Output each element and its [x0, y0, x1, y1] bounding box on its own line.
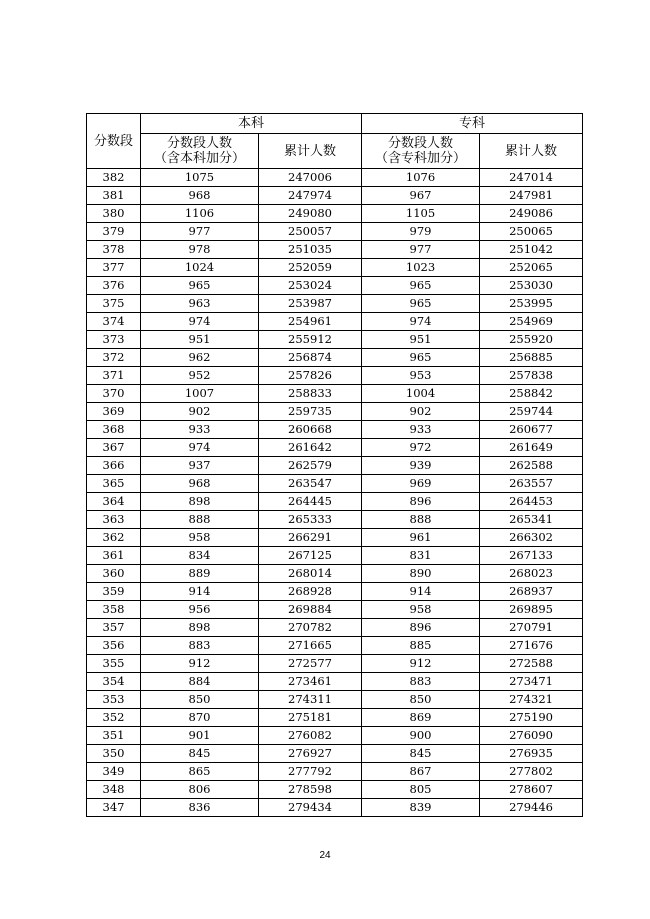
score-column-header: 分数段	[87, 114, 141, 169]
undergrad-cumulative-cell: 252059	[259, 259, 362, 277]
undergrad-count-cell: 956	[141, 601, 259, 619]
college-count-cell: 965	[362, 349, 480, 367]
undergrad-count-cell: 1024	[141, 259, 259, 277]
college-count-cell: 1105	[362, 205, 480, 223]
score-cell: 362	[87, 529, 141, 547]
score-cell: 355	[87, 655, 141, 673]
college-cumulative-cell: 269895	[480, 601, 583, 619]
undergrad-count-cell: 974	[141, 313, 259, 331]
score-cell: 366	[87, 457, 141, 475]
table-row	[87, 439, 583, 457]
undergrad-cumulative-cell: 269884	[259, 601, 362, 619]
college-cumulative-cell: 270791	[480, 619, 583, 637]
table-row	[87, 565, 583, 583]
college-count-cell: 965	[362, 277, 480, 295]
table-row	[87, 691, 583, 709]
undergrad-group-header: 本科	[141, 114, 362, 134]
college-cumulative-cell: 274321	[480, 691, 583, 709]
college-count-cell: 953	[362, 367, 480, 385]
undergrad-count-cell: 889	[141, 565, 259, 583]
undergrad-count-cell: 912	[141, 655, 259, 673]
undergrad-cumulative-cell: 266291	[259, 529, 362, 547]
college-cumulative-cell: 253995	[480, 295, 583, 313]
undergrad-cumulative-cell: 279434	[259, 799, 362, 817]
undergrad-count-cell: 836	[141, 799, 259, 817]
score-cell: 354	[87, 673, 141, 691]
table-row	[87, 205, 583, 223]
college-cumulative-cell: 278607	[480, 781, 583, 799]
table-row	[87, 637, 583, 655]
college-cumulative-cell: 268937	[480, 583, 583, 601]
score-cell: 360	[87, 565, 141, 583]
table-row	[87, 799, 583, 817]
table-row	[87, 421, 583, 439]
score-cell: 350	[87, 745, 141, 763]
college-count-cell: 1004	[362, 385, 480, 403]
undergrad-cumulative-cell: 254961	[259, 313, 362, 331]
table-row	[87, 259, 583, 277]
undergrad-cumulative-cell: 247974	[259, 187, 362, 205]
score-cell: 382	[87, 169, 141, 187]
college-cumulative-cell: 265341	[480, 511, 583, 529]
table-row	[87, 169, 583, 187]
undergrad-count-cell: 968	[141, 187, 259, 205]
score-cell: 381	[87, 187, 141, 205]
college-cumulative-cell: 276935	[480, 745, 583, 763]
college-count-cell: 896	[362, 493, 480, 511]
score-cell: 349	[87, 763, 141, 781]
undergrad-cumulative-cell: 267125	[259, 547, 362, 565]
score-cell: 374	[87, 313, 141, 331]
table-row	[87, 619, 583, 637]
score-cell: 365	[87, 475, 141, 493]
undergrad-count-cell: 883	[141, 637, 259, 655]
college-count-cell: 961	[362, 529, 480, 547]
undergrad-cumulative-cell: 247006	[259, 169, 362, 187]
college-count-cell: 850	[362, 691, 480, 709]
undergrad-count-cell: 914	[141, 583, 259, 601]
undergrad-count-cell: 937	[141, 457, 259, 475]
college-cumulative-cell: 247014	[480, 169, 583, 187]
table-row	[87, 367, 583, 385]
table-row	[87, 241, 583, 259]
undergrad-count-cell: 978	[141, 241, 259, 259]
college-cumulative-cell: 260677	[480, 421, 583, 439]
score-cell: 352	[87, 709, 141, 727]
undergrad-count-cell: 968	[141, 475, 259, 493]
college-count-cell: 839	[362, 799, 480, 817]
score-cell: 373	[87, 331, 141, 349]
undergrad-cumulative-cell: 270782	[259, 619, 362, 637]
college-count-cell: 867	[362, 763, 480, 781]
undergrad-cumulative-cell: 255912	[259, 331, 362, 349]
undergrad-cumulative-cell: 253024	[259, 277, 362, 295]
college-cumulative-cell: 253030	[480, 277, 583, 295]
table-row	[87, 547, 583, 565]
table-row	[87, 187, 583, 205]
college-cumulative-cell: 272588	[480, 655, 583, 673]
college-cumulative-cell: 261649	[480, 439, 583, 457]
page-number: 24	[319, 850, 331, 861]
college-count-cell: 888	[362, 511, 480, 529]
college-count-cell: 805	[362, 781, 480, 799]
undergrad-count-cell: 1106	[141, 205, 259, 223]
college-count-cell: 900	[362, 727, 480, 745]
undergrad-cumulative-cell: 259735	[259, 403, 362, 421]
table-row	[87, 295, 583, 313]
score-cell: 351	[87, 727, 141, 745]
college-count-cell: 883	[362, 673, 480, 691]
college-cumulative-cell: 258842	[480, 385, 583, 403]
college-count-cell: 974	[362, 313, 480, 331]
undergrad-cumulative-cell: 274311	[259, 691, 362, 709]
undergrad-count-cell: 865	[141, 763, 259, 781]
undergrad-count-cell: 834	[141, 547, 259, 565]
college-count-cell: 845	[362, 745, 480, 763]
table-row	[87, 277, 583, 295]
college-count-cell: 912	[362, 655, 480, 673]
undergrad-count-cell: 888	[141, 511, 259, 529]
college-count-cell: 914	[362, 583, 480, 601]
score-cell: 357	[87, 619, 141, 637]
undergrad-cumulative-cell: 271665	[259, 637, 362, 655]
table-row	[87, 745, 583, 763]
undergrad-count-cell: 933	[141, 421, 259, 439]
undergrad-count-cell: 951	[141, 331, 259, 349]
score-cell: 358	[87, 601, 141, 619]
college-count-cell: 1076	[362, 169, 480, 187]
undergrad-cumulative-cell: 276082	[259, 727, 362, 745]
college-cumulative-cell: 264453	[480, 493, 583, 511]
score-cell: 371	[87, 367, 141, 385]
college-cumulative-header: 累计人数	[480, 134, 583, 169]
undergrad-cumulative-cell: 268928	[259, 583, 362, 601]
undergrad-count-cell: 884	[141, 673, 259, 691]
college-cumulative-cell: 250065	[480, 223, 583, 241]
college-count-cell: 1023	[362, 259, 480, 277]
table-row	[87, 601, 583, 619]
college-cumulative-cell: 273471	[480, 673, 583, 691]
college-cumulative-cell: 271676	[480, 637, 583, 655]
table-row	[87, 655, 583, 673]
undergrad-cumulative-cell: 260668	[259, 421, 362, 439]
score-cell: 361	[87, 547, 141, 565]
college-count-cell: 933	[362, 421, 480, 439]
college-cumulative-cell: 262588	[480, 457, 583, 475]
score-cell: 359	[87, 583, 141, 601]
score-cell: 376	[87, 277, 141, 295]
undergrad-count-cell: 1007	[141, 385, 259, 403]
college-count-cell: 896	[362, 619, 480, 637]
college-cumulative-cell: 256885	[480, 349, 583, 367]
college-cumulative-cell: 263557	[480, 475, 583, 493]
college-cumulative-cell: 266302	[480, 529, 583, 547]
undergrad-count-cell: 952	[141, 367, 259, 385]
college-count-header: 分数段人数 （含专科加分）	[362, 134, 480, 169]
undergrad-cumulative-cell: 257826	[259, 367, 362, 385]
undergrad-count-cell: 977	[141, 223, 259, 241]
score-cell: 375	[87, 295, 141, 313]
college-count-cell: 979	[362, 223, 480, 241]
score-cell: 369	[87, 403, 141, 421]
college-count-cell: 890	[362, 565, 480, 583]
undergrad-count-cell: 958	[141, 529, 259, 547]
undergrad-cumulative-cell: 250057	[259, 223, 362, 241]
undergrad-cumulative-cell: 258833	[259, 385, 362, 403]
undergrad-count-header: 分数段人数 （含本科加分）	[141, 134, 259, 169]
college-count-cell: 869	[362, 709, 480, 727]
score-cell: 347	[87, 799, 141, 817]
table-row	[87, 781, 583, 799]
undergrad-count-cell: 902	[141, 403, 259, 421]
score-cell: 370	[87, 385, 141, 403]
college-cumulative-cell: 255920	[480, 331, 583, 349]
table-row	[87, 673, 583, 691]
score-cell: 348	[87, 781, 141, 799]
table-row	[87, 529, 583, 547]
table-row	[87, 511, 583, 529]
college-cumulative-cell: 276090	[480, 727, 583, 745]
college-count-cell: 939	[362, 457, 480, 475]
undergrad-cumulative-cell: 276927	[259, 745, 362, 763]
undergrad-count-cell: 845	[141, 745, 259, 763]
table-row	[87, 493, 583, 511]
undergrad-cumulative-header: 累计人数	[259, 134, 362, 169]
college-count-cell: 958	[362, 601, 480, 619]
college-count-cell: 965	[362, 295, 480, 313]
undergrad-cumulative-cell: 251035	[259, 241, 362, 259]
table-body	[87, 169, 583, 817]
college-cumulative-cell: 268023	[480, 565, 583, 583]
table-row	[87, 583, 583, 601]
undergrad-cumulative-cell: 256874	[259, 349, 362, 367]
undergrad-cumulative-cell: 265333	[259, 511, 362, 529]
undergrad-count-cell: 962	[141, 349, 259, 367]
undergrad-cumulative-cell: 253987	[259, 295, 362, 313]
college-cumulative-cell: 257838	[480, 367, 583, 385]
table-row	[87, 223, 583, 241]
college-cumulative-cell: 279446	[480, 799, 583, 817]
undergrad-cumulative-cell: 277792	[259, 763, 362, 781]
score-cell: 356	[87, 637, 141, 655]
table-row	[87, 349, 583, 367]
undergrad-cumulative-cell: 262579	[259, 457, 362, 475]
score-cell: 380	[87, 205, 141, 223]
college-group-header: 专科	[362, 114, 583, 134]
undergrad-cumulative-cell: 261642	[259, 439, 362, 457]
college-cumulative-cell: 277802	[480, 763, 583, 781]
table-row	[87, 385, 583, 403]
college-count-cell: 951	[362, 331, 480, 349]
score-cell: 368	[87, 421, 141, 439]
undergrad-cumulative-cell: 264445	[259, 493, 362, 511]
college-cumulative-cell: 247981	[480, 187, 583, 205]
undergrad-cumulative-cell: 268014	[259, 565, 362, 583]
undergrad-cumulative-cell: 273461	[259, 673, 362, 691]
score-cell: 367	[87, 439, 141, 457]
college-count-cell: 967	[362, 187, 480, 205]
score-cell: 378	[87, 241, 141, 259]
undergrad-count-cell: 850	[141, 691, 259, 709]
college-count-cell: 969	[362, 475, 480, 493]
college-count-cell: 902	[362, 403, 480, 421]
college-count-cell: 831	[362, 547, 480, 565]
undergrad-cumulative-cell: 263547	[259, 475, 362, 493]
score-distribution-table	[86, 113, 583, 817]
college-cumulative-cell: 254969	[480, 313, 583, 331]
score-cell: 353	[87, 691, 141, 709]
table-row	[87, 709, 583, 727]
undergrad-cumulative-cell: 275181	[259, 709, 362, 727]
undergrad-count-cell: 898	[141, 619, 259, 637]
table-row	[87, 331, 583, 349]
score-cell: 363	[87, 511, 141, 529]
table-row	[87, 727, 583, 745]
undergrad-count-cell: 870	[141, 709, 259, 727]
undergrad-count-cell: 974	[141, 439, 259, 457]
undergrad-cumulative-cell: 249080	[259, 205, 362, 223]
table-row	[87, 403, 583, 421]
score-cell: 377	[87, 259, 141, 277]
table-row	[87, 313, 583, 331]
undergrad-count-cell: 965	[141, 277, 259, 295]
score-cell: 372	[87, 349, 141, 367]
college-count-cell: 885	[362, 637, 480, 655]
undergrad-cumulative-cell: 272577	[259, 655, 362, 673]
undergrad-count-cell: 963	[141, 295, 259, 313]
undergrad-count-cell: 1075	[141, 169, 259, 187]
score-cell: 364	[87, 493, 141, 511]
college-cumulative-cell: 251042	[480, 241, 583, 259]
score-cell: 379	[87, 223, 141, 241]
undergrad-count-cell: 901	[141, 727, 259, 745]
undergrad-count-cell: 898	[141, 493, 259, 511]
college-cumulative-cell: 249086	[480, 205, 583, 223]
college-cumulative-cell: 267133	[480, 547, 583, 565]
undergrad-cumulative-cell: 278598	[259, 781, 362, 799]
table-row	[87, 457, 583, 475]
college-cumulative-cell: 275190	[480, 709, 583, 727]
college-cumulative-cell: 252065	[480, 259, 583, 277]
undergrad-count-cell: 806	[141, 781, 259, 799]
college-count-cell: 977	[362, 241, 480, 259]
table-row	[87, 763, 583, 781]
table-row	[87, 475, 583, 493]
college-count-cell: 972	[362, 439, 480, 457]
college-cumulative-cell: 259744	[480, 403, 583, 421]
